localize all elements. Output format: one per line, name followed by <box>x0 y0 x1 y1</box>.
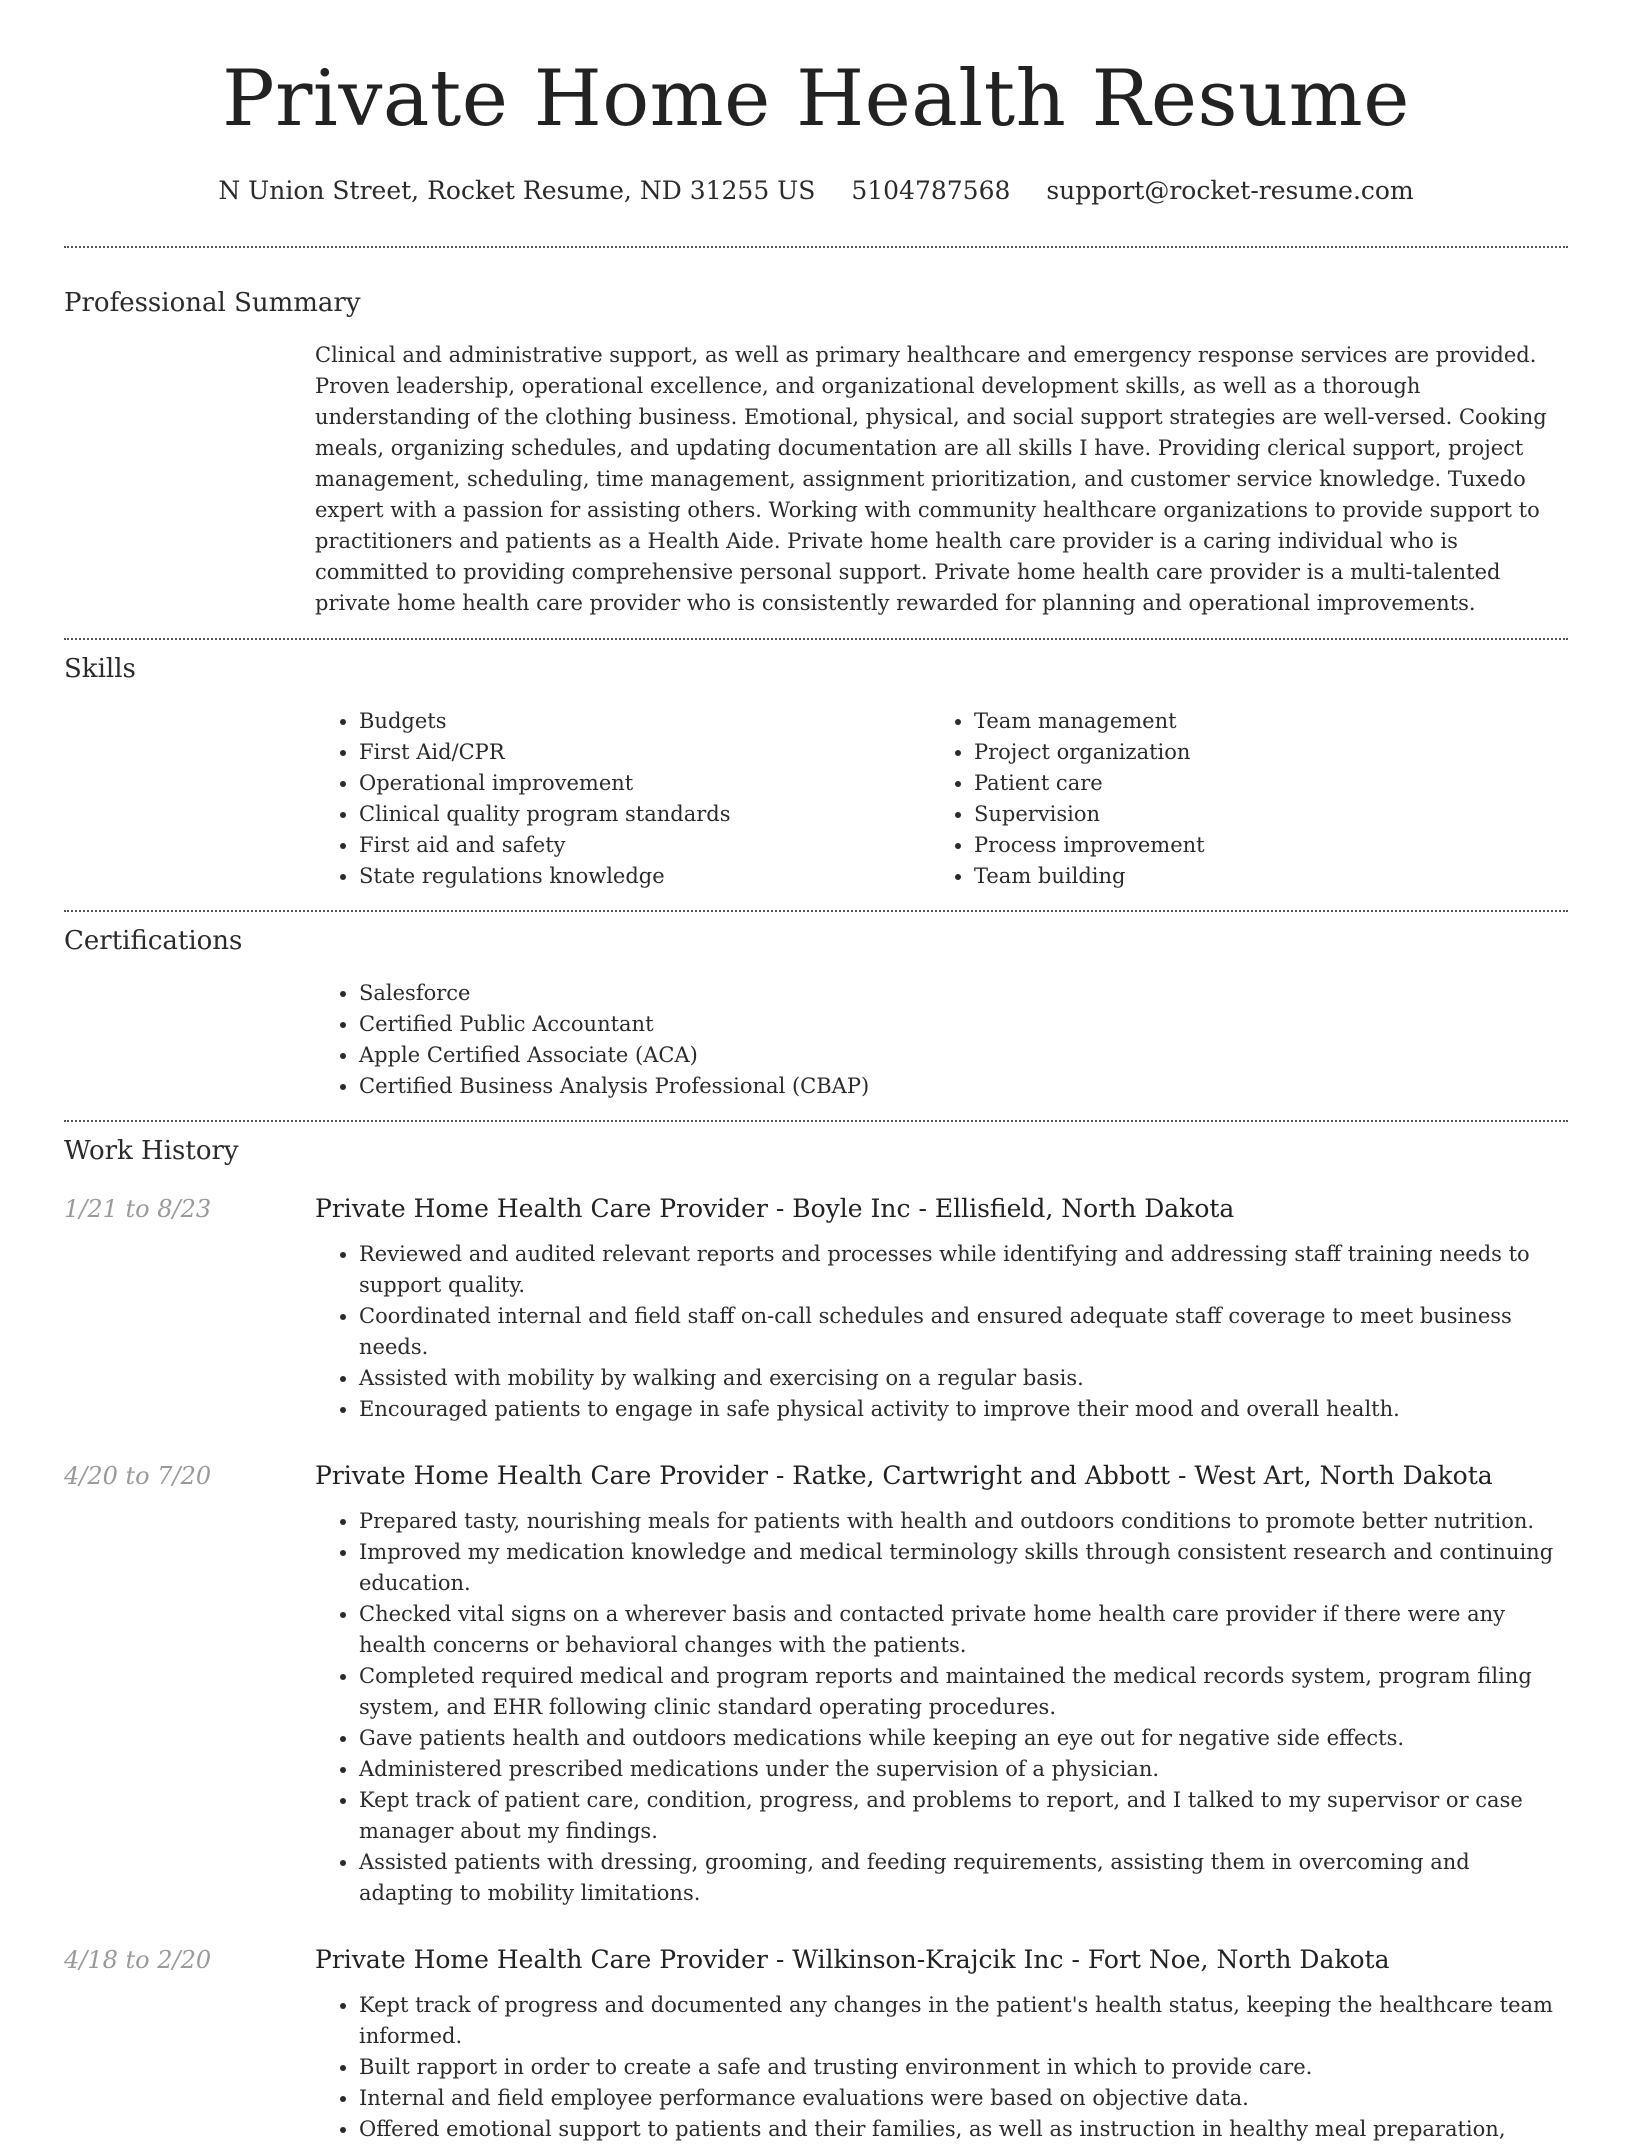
contact-address: N Union Street, Rocket Resume, ND 31255 US <box>218 176 816 205</box>
skill-item: • Operational improvement <box>359 768 930 799</box>
resume-header <box>64 54 1568 208</box>
job-bullet: • Improved my medication knowledge and medical terminology skills through consistent research and continuing education. <box>359 1537 1568 1599</box>
skill-item: • Patient care <box>974 768 1545 799</box>
skills-list-right <box>930 706 1545 892</box>
section-title-certifications: Certifications <box>64 926 243 956</box>
skill-item: • Process improvement <box>974 830 1545 861</box>
summary-text: Clinical and administrative support, as well as primary healthcare and emergency response services are provided. Proven leadership, operational excellence, and organizational development skills, as well as a thorough understanding of the clothing business. Emotional, physical, and social support strategies are well-versed. Cooking meals, organizing schedules, and updating documentation are all skills I have. Providing clerical support, project management, scheduling, time management, assignment prioritization, and customer service knowledge. Tuxedo expert with a passion for assisting others. Working with community healthcare organizations to provide support to practitioners and patients as a Health Aide. Private home health care provider is a caring individual who is committed to providing comprehensive personal support. Private home health care provider is a multi-talented private home health care provider who is consistently rewarded for planning and operational improvements. <box>315 343 1547 615</box>
skill-item: • Team building <box>974 861 1545 892</box>
certifications-list <box>315 978 1568 1102</box>
certification-item: • Certified Public Accountant <box>359 1009 1568 1040</box>
skills-list-left <box>315 706 930 892</box>
certification-item: • Certified Business Analysis Professional (CBAP) <box>359 1071 1568 1102</box>
job-entry <box>64 1459 1568 1909</box>
divider <box>64 1120 1568 1122</box>
job-bullet: • Encouraged patients to engage in safe physical activity to improve their mood and overall health. <box>359 1394 1568 1425</box>
certification-item: • Salesforce <box>359 978 1568 1009</box>
job-bullet: • Offered emotional support to patients and their families, as well as instruction in healthy meal preparation, <box>359 2114 1568 2145</box>
certifications-section <box>64 924 1568 1102</box>
job-dates: 1/21 to 8/23 <box>64 1195 212 1223</box>
skills-section <box>64 652 1568 892</box>
section-title-skills: Skills <box>64 654 136 684</box>
job-bullets <box>315 1990 1568 2145</box>
job-bullet: • Kept track of progress and documented any changes in the patient's health status, keeping the healthcare team informed. <box>359 1990 1568 2052</box>
summary-section <box>64 286 1568 619</box>
divider <box>64 246 1568 248</box>
skill-item: • Budgets <box>359 706 930 737</box>
skill-item: • First Aid/CPR <box>359 737 930 768</box>
skill-item: • Supervision <box>974 799 1545 830</box>
job-entry <box>64 1192 1568 1425</box>
skill-item: • State regulations knowledge <box>359 861 930 892</box>
skill-item: • First aid and safety <box>359 830 930 861</box>
job-bullets <box>315 1506 1568 1909</box>
job-bullet: • Kept track of patient care, condition, progress, and problems to report, and I talked to my supervisor or case manager about my findings. <box>359 1785 1568 1847</box>
resume-page <box>64 0 1568 2145</box>
job-title: Private Home Health Care Provider - Wilkinson-Krajcik Inc - Fort Noe, North Dakota <box>315 1945 1390 1974</box>
job-bullet: • Built rapport in order to create a safe and trusting environment in which to provide care. <box>359 2052 1568 2083</box>
job-bullet: • Assisted patients with dressing, grooming, and feeding requirements, assisting them in overcoming and adapting to mobility limitations. <box>359 1847 1568 1909</box>
job-bullet: • Checked vital signs on a wherever basis and contacted private home health care provider if there were any health concerns or behavioral changes with the patients. <box>359 1599 1568 1661</box>
job-bullet: • Gave patients health and outdoors medications while keeping an eye out for negative side effects. <box>359 1723 1568 1754</box>
divider <box>64 910 1568 912</box>
job-dates: 4/20 to 7/20 <box>64 1462 212 1490</box>
job-bullet: • Prepared tasty, nourishing meals for patients with health and outdoors conditions to promote better nutrition. <box>359 1506 1568 1537</box>
skill-item: • Project organization <box>974 737 1545 768</box>
resume-name: Private Home Health Resume <box>222 54 1410 144</box>
work-history-section <box>64 1134 1568 2145</box>
section-title-summary: Professional Summary <box>64 288 361 318</box>
job-bullet: • Reviewed and audited relevant reports and processes while identifying and addressing staff training needs to support quality. <box>359 1239 1568 1301</box>
job-bullets <box>315 1239 1568 1425</box>
job-bullet: • Administered prescribed medications under the supervision of a physician. <box>359 1754 1568 1785</box>
job-title: Private Home Health Care Provider - Ratke, Cartwright and Abbott - West Art, North Dakota <box>315 1461 1493 1490</box>
job-bullet: • Coordinated internal and field staff on-call schedules and ensured adequate staff coverage to meet business needs. <box>359 1301 1568 1363</box>
contact-line <box>64 174 1568 208</box>
certification-item: • Apple Certified Associate (ACA) <box>359 1040 1568 1071</box>
job-bullet: • Internal and field employee performance evaluations were based on objective data. <box>359 2083 1568 2114</box>
skill-item: • Clinical quality program standards <box>359 799 930 830</box>
job-bullet: • Completed required medical and program reports and maintained the medical records system, program filing system, and EHR following clinic standard operating procedures. <box>359 1661 1568 1723</box>
contact-phone: 5104787568 <box>851 176 1011 205</box>
section-title-work-history: Work History <box>64 1136 239 1166</box>
skill-item: • Team management <box>974 706 1545 737</box>
contact-email: support@rocket-resume.com <box>1046 176 1414 205</box>
job-entry <box>64 1943 1568 2145</box>
job-title: Private Home Health Care Provider - Boyle Inc - Ellisfield, North Dakota <box>315 1194 1235 1223</box>
divider <box>64 638 1568 640</box>
job-dates: 4/18 to 2/20 <box>64 1946 212 1974</box>
job-bullet: • Assisted with mobility by walking and exercising on a regular basis. <box>359 1363 1568 1394</box>
